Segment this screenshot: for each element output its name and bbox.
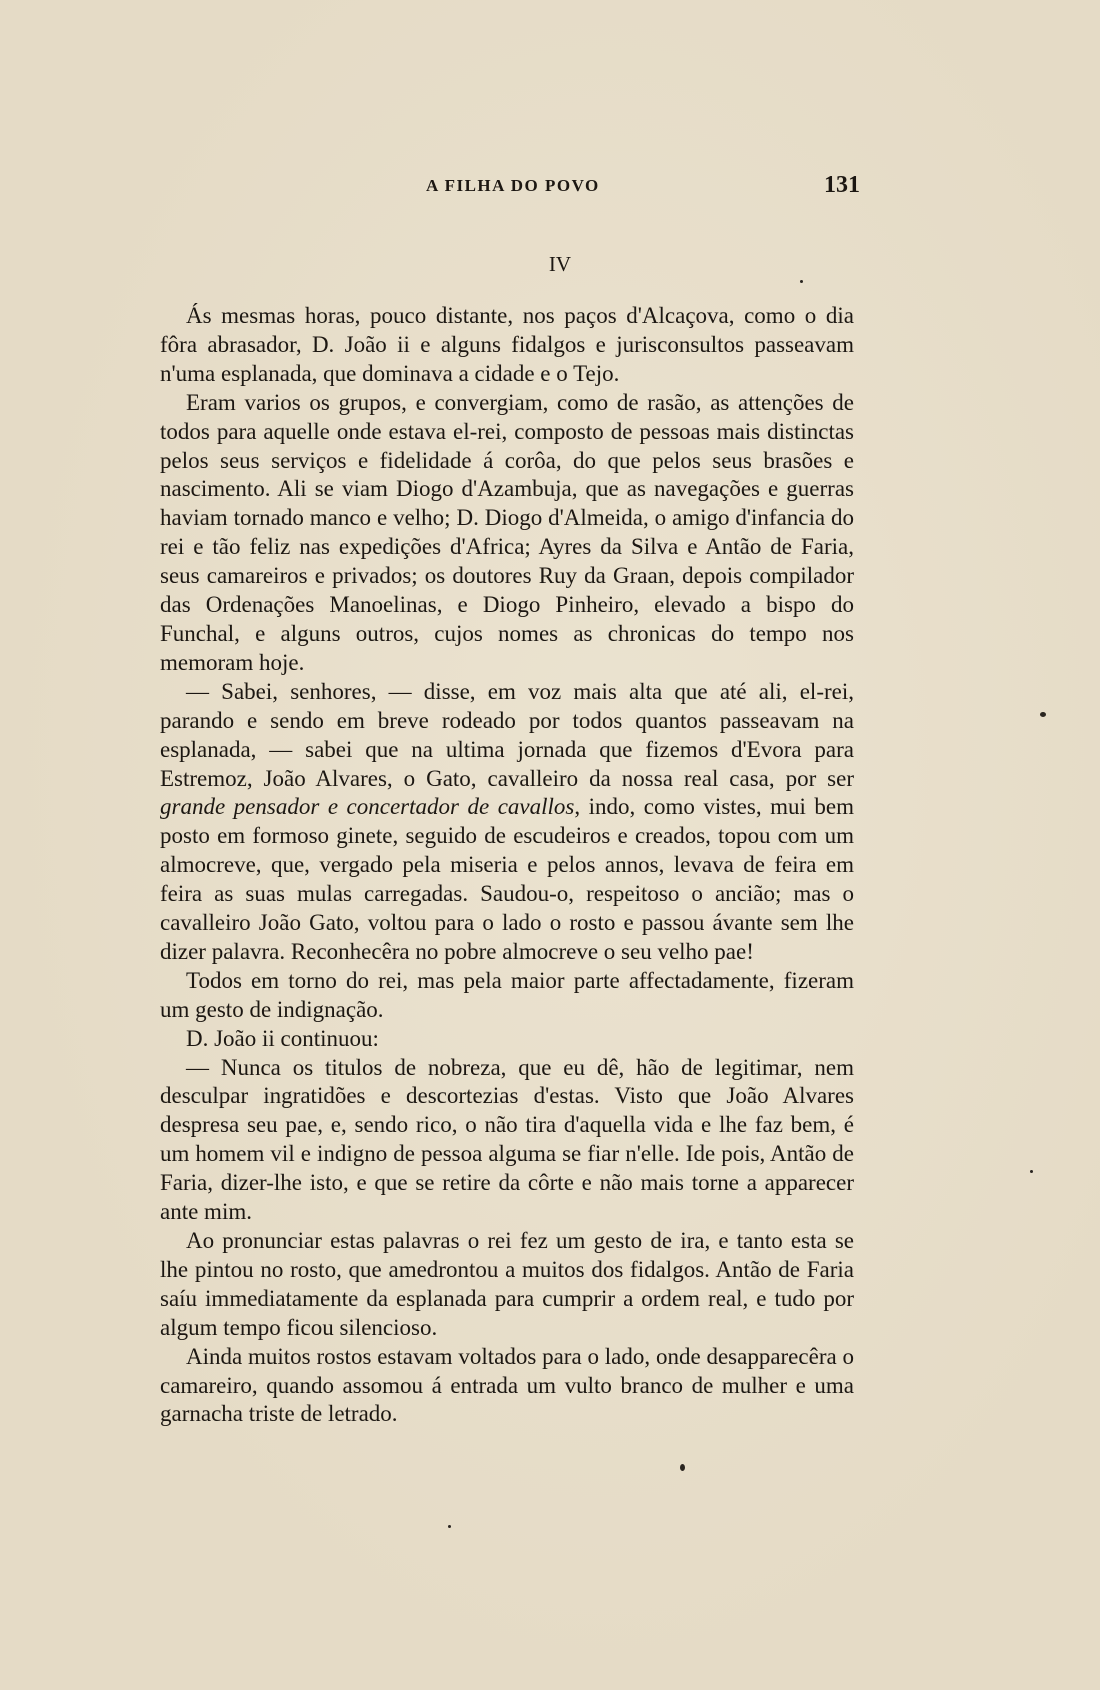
paragraph: Eram varios os grupos, e convergiam, como de rasão, as attenções de todos para aquelle onde estava el-rei, composto de pessoas mais distinctas pelos seus serviços e fidelidade á corôa, do que pelos seus brasões e nascimento. Ali se viam Diogo d'Azambuja, que as navegações e guerras haviam tornado manco e velho; D. Diogo d'Almeida, o amigo d'infancia do rei e tão feliz nas expedições d'Africa; Ayres da Silva e Antão de Faria, seus camareiros e privados; os doutores Ruy da Graan, depois compilador das Ordenações Manoelinas, e Diogo Pinheiro, elevado a bispo do Funchal, e alguns outros, cujos nomes as chronicas do tempo nos memoram hoje. (160, 389, 854, 675)
ink-speck (448, 1525, 451, 1528)
running-header (160, 172, 860, 206)
paragraph: Ainda muitos rostos estavam voltados para o lado, onde desapparecêra o camareiro, quando assomou á entrada um vulto branco de mulher e uma garnacha triste de letrado. (160, 1343, 854, 1427)
paragraph: — Nunca os titulos de nobreza, que eu dê, hão de legitimar, nem desculpar ingratidões e descortezias d'estas. Visto que João Alvares despresa seu pae, e, sendo rico, o não tira d'aquella vida e lhe faz bem, é um homem vil e indigno de pessoa alguma se fiar n'elle. Ide pois, Antão de Faria, dizer-lhe isto, e que se retire da côrte e não mais torne a apparecer ante mim. (160, 1054, 854, 1225)
paragraph: Ás mesmas horas, pouco distante, nos paços d'Alcaçova, como o dia fôra abrasador, D. João ii e alguns fidalgos e jurisconsultos passeavam n'uma esplanada, que dominava a cidade e o Tejo. (160, 303, 854, 386)
page-number: 131 (824, 172, 860, 198)
paragraph-text: , indo, como vistes, mui bem posto em formoso ginete, seguido de escudeiros e creados, topou com um almocreve, que, vergado pela miseria e pelos annos, levava de feira em feira as suas mulas carregadas. Saudou-o, respeitoso o ancião; mas o cavalleiro João Gato, voltou para o lado o rosto e passou ávante sem lhe dizer palavra. Reconhecêra no pobre almocreve o seu velho pae! (160, 794, 854, 964)
paragraph-with-emphasis (160, 678, 854, 967)
ink-speck (680, 1464, 685, 1471)
italic-phrase: grande pensador e concertador de cavallos (160, 794, 575, 820)
ink-speck (1030, 1170, 1033, 1173)
body-text (160, 302, 854, 1429)
paragraph-text: — Sabei, senhores, — disse, em voz mais alta que até ali, el-rei, parando e sendo em breve rodeado por todos quantos passeavam na esplanada, — sabei que na ultima jornada que fizemos d'Evora para Estremoz, João Alvares, o Gato, cavalleiro da nossa real casa, por ser (160, 678, 854, 791)
ink-speck (1040, 712, 1046, 717)
running-title: A FILHA DO POVO (426, 176, 600, 195)
paragraph: D. João ii continuou: (186, 1025, 379, 1051)
chapter-heading: IV (548, 252, 572, 276)
paragraph: Todos em torno do rei, mas pela maior parte affectadamente, fizeram um gesto de indignação. (160, 967, 854, 1022)
ink-speck (800, 280, 803, 283)
paragraph: Ao pronunciar estas palavras o rei fez um gesto de ira, e tanto esta se lhe pintou no rosto, que amedrontou a muitos dos fidalgos. Antão de Faria saíu immediatamente da esplanada para cumprir a ordem real, e tudo por algum tempo ficou silencioso. (160, 1228, 854, 1340)
